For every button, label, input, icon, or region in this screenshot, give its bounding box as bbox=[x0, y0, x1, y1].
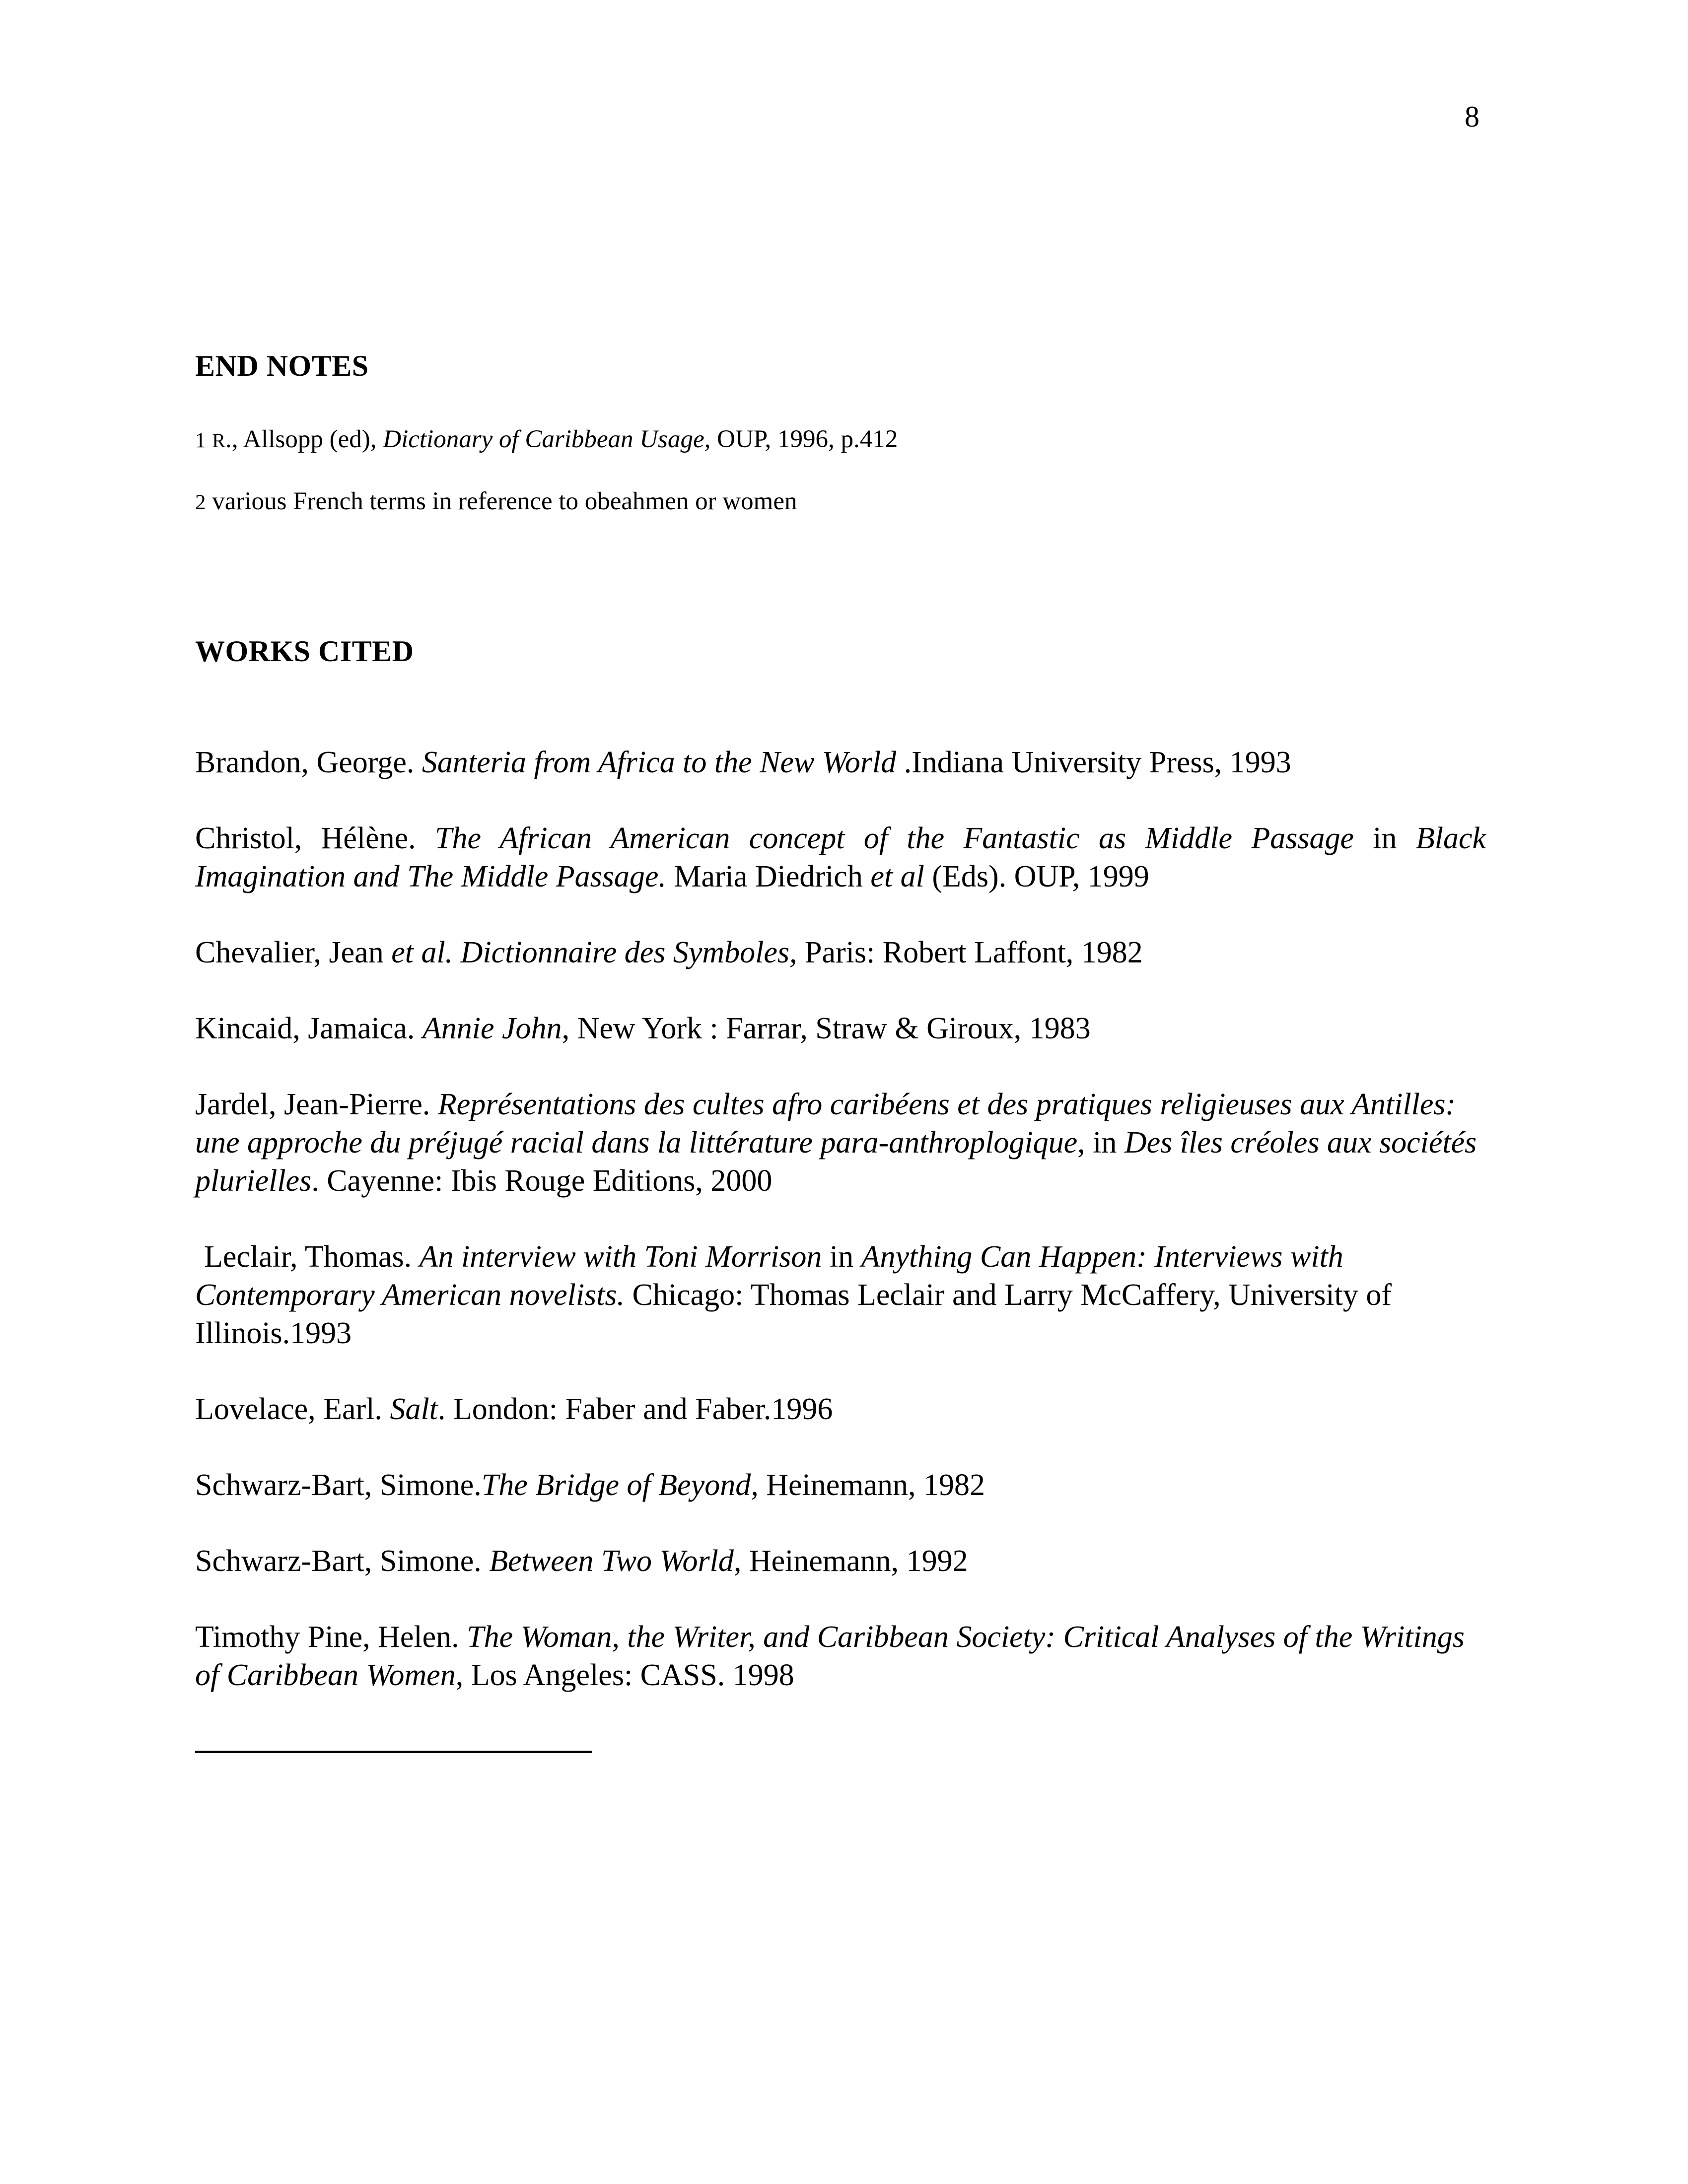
works-cited-list bbox=[195, 744, 1486, 1732]
citation-publisher: Paris: Robert Laffont, 1982 bbox=[797, 936, 1143, 969]
end-note-number: 2 bbox=[195, 491, 206, 514]
footnote-separator-rule bbox=[195, 1751, 592, 1753]
end-notes-heading: END NOTES bbox=[195, 349, 369, 382]
citation-timothy-pine bbox=[195, 1618, 1486, 1695]
end-note-number: 1 bbox=[195, 429, 206, 452]
citation-lovelace bbox=[195, 1390, 1486, 1429]
citation-title: The Bridge of Beyond, bbox=[481, 1468, 759, 1502]
citation-title: Santeria from Africa to the New World bbox=[422, 746, 897, 779]
citation-title: Between Two World, bbox=[489, 1544, 742, 1578]
citation-author: Leclair, Thomas. bbox=[204, 1240, 420, 1274]
citation-publisher: . Cayenne: Ibis Rouge Editions, 2000 bbox=[311, 1164, 773, 1198]
citation-author: Brandon, George. bbox=[195, 746, 422, 779]
citation-container-title: Des îles créoles aux sociétés plurielles bbox=[195, 1126, 1477, 1198]
citation-editor: Maria Diedrich bbox=[666, 860, 871, 893]
citation-jardel bbox=[195, 1086, 1486, 1200]
citation-publisher: Heinemann, 1992 bbox=[741, 1544, 968, 1578]
end-note-2 bbox=[195, 489, 797, 514]
citation-christol bbox=[195, 819, 1486, 896]
citation-author: Christol, Hélène. bbox=[195, 821, 435, 855]
citation-publisher: Chicago: Thomas Leclair and Larry McCaffery, University of Illinois.1993 bbox=[195, 1278, 1392, 1350]
page-number: 8 bbox=[1465, 100, 1479, 133]
citation-et-al: et al bbox=[870, 860, 924, 893]
citation-author: Schwarz-Bart, Simone. bbox=[195, 1468, 482, 1502]
citation-chevalier bbox=[195, 934, 1486, 972]
citation-author: Lovelace, Earl. bbox=[195, 1392, 390, 1426]
end-note-1 bbox=[195, 427, 898, 452]
citation-title: Annie John bbox=[422, 1012, 562, 1045]
end-note-title: Dictionary of Caribbean Usage, bbox=[383, 425, 711, 453]
end-note-text: ., Allsopp (ed), bbox=[225, 425, 383, 453]
citation-container-title: Black Imagination and The Middle Passage. bbox=[195, 821, 1486, 893]
citation-author: Chevalier, Jean bbox=[195, 936, 392, 969]
citation-connector: in bbox=[1353, 821, 1416, 855]
citation-publisher: .Indiana University Press, 1993 bbox=[896, 746, 1291, 779]
citation-schwarz-bart-1982 bbox=[195, 1466, 1486, 1504]
citation-title: Représentations des cultes afro caribéens et des pratiques religieuses aux Antilles: une approche du préjugé racial dans la littérature para-anthroplogique bbox=[195, 1088, 1456, 1160]
citation-leclair bbox=[195, 1238, 1486, 1353]
citation-title: et al. Dictionnaire des Symboles, bbox=[391, 936, 797, 969]
citation-author: Kincaid, Jamaica. bbox=[195, 1012, 422, 1045]
citation-title: The Woman, the Writer, and Caribbean Society: Critical Analyses of the Writings of Caribbean Women bbox=[195, 1620, 1465, 1692]
citation-container-title: Anything Can Happen: Interviews with Contemporary American novelists. bbox=[195, 1240, 1343, 1312]
citation-publisher: (Eds). OUP, 1999 bbox=[924, 860, 1149, 893]
citation-connector: , in bbox=[1077, 1126, 1125, 1160]
citation-author: Jardel, Jean-Pierre. bbox=[195, 1088, 438, 1121]
end-note-text: various French terms in reference to obeahmen or women bbox=[206, 487, 797, 515]
citation-brandon bbox=[195, 744, 1486, 782]
works-cited-heading: WORKS CITED bbox=[195, 635, 414, 668]
citation-author: Timothy Pine, Helen. bbox=[195, 1620, 467, 1654]
citation-publisher: , New York : Farrar, Straw & Giroux, 1983 bbox=[562, 1012, 1091, 1045]
citation-schwarz-bart-1992 bbox=[195, 1542, 1486, 1580]
end-note-text: OUP, 1996, p.412 bbox=[710, 425, 898, 453]
citation-publisher: , Los Angeles: CASS. 1998 bbox=[455, 1658, 794, 1692]
citation-author: Schwarz-Bart, Simone. bbox=[195, 1544, 490, 1578]
citation-title: Salt bbox=[390, 1392, 438, 1426]
citation-connector: in bbox=[822, 1240, 861, 1274]
citation-title: An interview with Toni Morrison bbox=[419, 1240, 822, 1274]
citation-publisher: Heinemann, 1982 bbox=[758, 1468, 985, 1502]
citation-title: The African American concept of the Fantastic as Middle Passage bbox=[435, 821, 1354, 855]
citation-kincaid bbox=[195, 1010, 1486, 1048]
citation-publisher: . London: Faber and Faber.1996 bbox=[437, 1392, 833, 1426]
end-note-initial: R bbox=[212, 429, 225, 452]
